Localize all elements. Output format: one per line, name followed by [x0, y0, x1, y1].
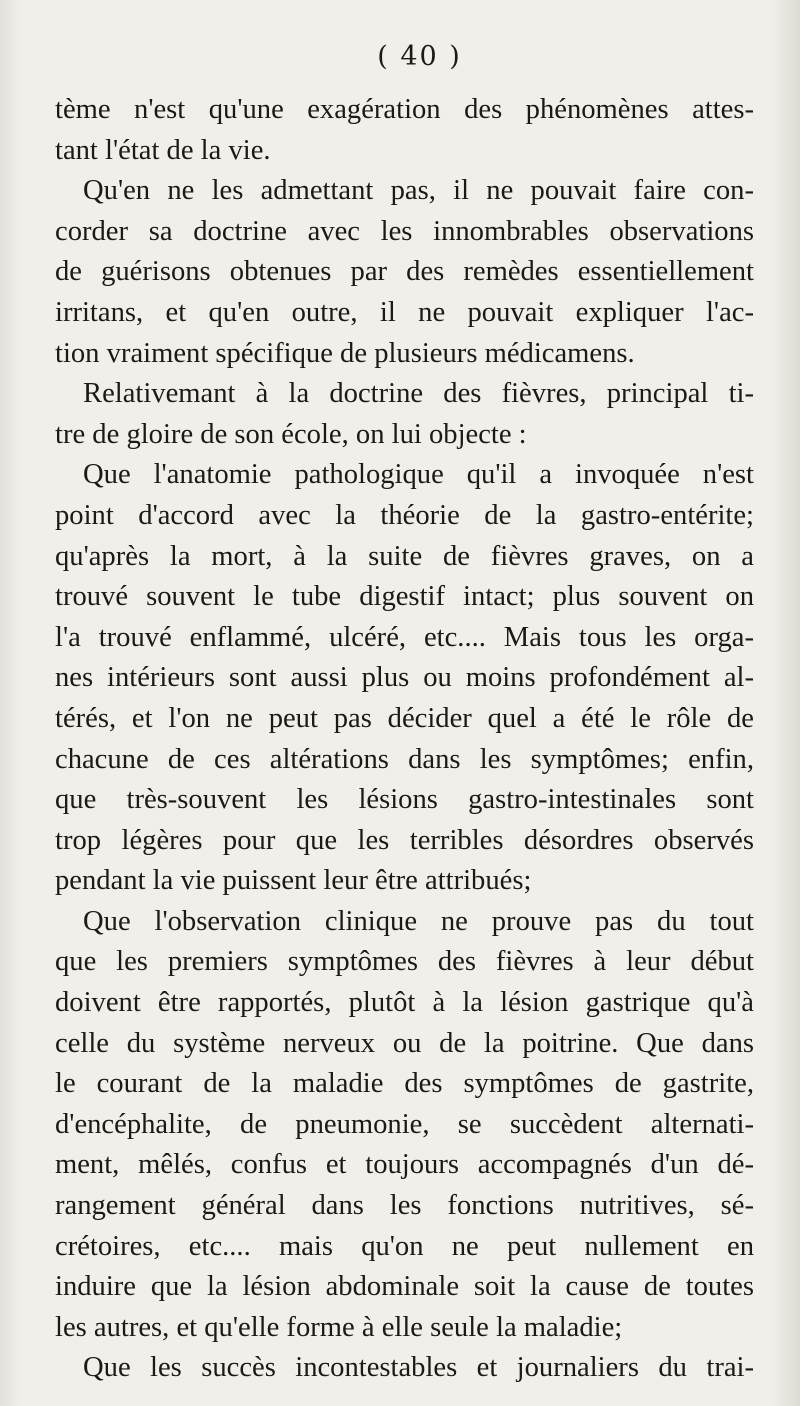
text-line: tion vraiment spécifique de plusieurs médicamens.: [55, 337, 635, 369]
text-line: de guérisons obtenues par des remèdes essentiellement: [55, 256, 754, 288]
text-line: l'a trouvé enflammé, ulcéré, etc.... Mais tous les orga-: [55, 621, 754, 653]
page-number: ( 40 ): [377, 41, 462, 72]
text-line: doivent être rapportés, plutôt à la lésion gastrique qu'à: [55, 987, 754, 1019]
text-line: tant l'état de la vie.: [55, 134, 271, 166]
paragraph: [55, 902, 754, 1349]
text-line: Que les succès incontestables et journaliers du trai-: [83, 1352, 754, 1384]
text-line: nes intérieurs sont aussi plus ou moins profondément al-: [55, 662, 754, 694]
paragraph: [55, 171, 754, 374]
text-line: pendant la vie puissent leur être attribués;: [55, 865, 532, 897]
text-line: Que l'anatomie pathologique qu'il a invoquée n'est: [83, 459, 754, 491]
text-line: trouvé souvent le tube digestif intact; plus souvent on: [55, 581, 754, 613]
text-line: chacune de ces altérations dans les symptômes; enfin,: [55, 743, 754, 775]
paragraph: [55, 1348, 754, 1389]
paragraph: [55, 90, 754, 171]
text-line: trop légères pour que les terribles désordres observés: [55, 824, 754, 856]
text-line: les autres, et qu'elle forme à elle seule la maladie;: [55, 1311, 623, 1343]
text-line: Que l'observation clinique ne prouve pas du tout: [83, 905, 754, 937]
text-line: que les premiers symptômes des fièvres à leur début: [55, 946, 754, 978]
text-line: crétoires, etc.... mais qu'on ne peut nullement en: [55, 1230, 754, 1262]
text-line: point d'accord avec la théorie de la gastro-entérite;: [55, 499, 754, 531]
text-line: Qu'en ne les admettant pas, il ne pouvait faire con-: [83, 175, 754, 207]
text-line: rangement général dans les fonctions nutritives, sé-: [55, 1190, 754, 1222]
paragraph: [55, 374, 754, 455]
text-line: induire que la lésion abdominale soit la cause de toutes: [55, 1271, 754, 1303]
text-line: irritans, et qu'en outre, il ne pouvait expliquer l'ac-: [55, 296, 754, 328]
text-line: que très-souvent les lésions gastro-intestinales sont: [55, 784, 754, 816]
text-line: tème n'est qu'une exagération des phénomènes attes-: [55, 94, 754, 125]
text-line: qu'après la mort, à la suite de fièvres graves, on a: [55, 540, 754, 572]
text-line: d'encéphalite, de pneumonie, se succèdent alternati-: [55, 1108, 754, 1140]
text-line: ment, mêlés, confus et toujours accompagnés d'un dé-: [55, 1149, 754, 1181]
text-line: tre de gloire de son école, on lui objecte :: [55, 418, 527, 450]
text-line: le courant de la maladie des symptômes de gastrite,: [55, 1068, 754, 1100]
text-line: corder sa doctrine avec les innombrables observations: [55, 215, 754, 247]
text-line: celle du système nerveux ou de la poitrine. Que dans: [55, 1027, 754, 1059]
text-line: térés, et l'on ne peut pas décider quel a été le rôle de: [55, 702, 754, 734]
page-body-text: [55, 90, 754, 1389]
paragraph: [55, 455, 754, 902]
text-line: Relativemant à la doctrine des fièvres, principal ti-: [83, 378, 754, 410]
